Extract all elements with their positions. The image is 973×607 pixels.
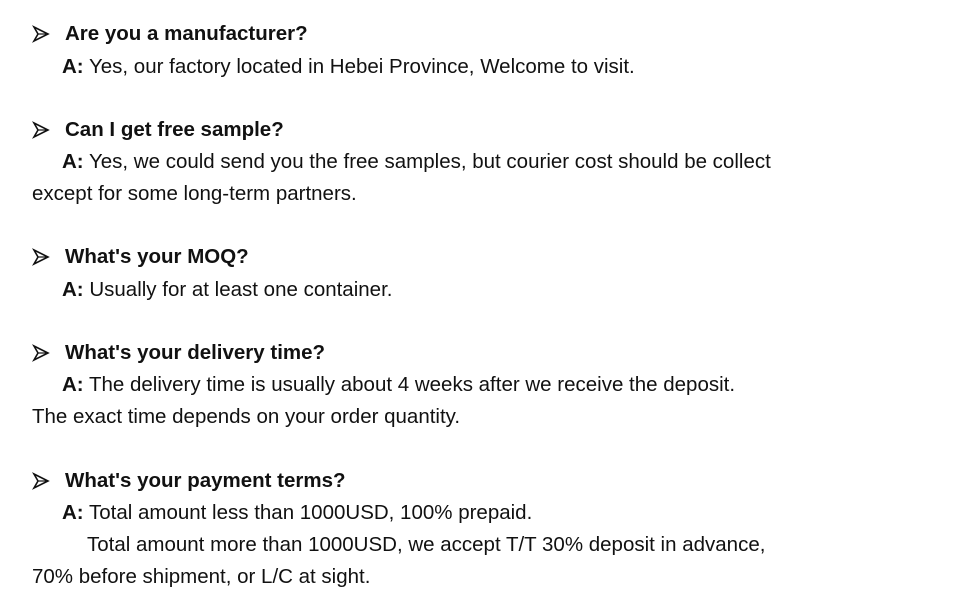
bullet-arrow-icon <box>31 339 51 367</box>
faq-answer-continued: Total amount more than 1000USD, we accept T/T 30% deposit in advance, <box>87 533 766 556</box>
bullet-arrow-icon <box>31 20 51 48</box>
faq-answer: A: Yes, we could send you the free samples, but courier cost should be collect <box>62 150 771 173</box>
faq-question: Can I get free sample? <box>65 118 284 141</box>
faq-question: What's your MOQ? <box>65 245 249 268</box>
faq-question: What's your delivery time? <box>65 341 326 364</box>
faq-question: Are you a manufacturer? <box>65 22 308 45</box>
faq-answer-continued: The exact time depends on your order quantity. <box>32 405 461 428</box>
faq-answer: A: Yes, our factory located in Hebei Province, Welcome to visit. <box>62 55 635 78</box>
faq-answer: A: Usually for at least one container. <box>62 278 393 301</box>
bullet-arrow-icon <box>31 243 51 271</box>
faq-question: What's your payment terms? <box>65 469 346 492</box>
faq-answer-continued: 70% before shipment, or L/C at sight. <box>32 565 371 588</box>
bullet-arrow-icon <box>31 467 51 495</box>
faq-answer-continued: except for some long-term partners. <box>32 182 357 205</box>
faq-answer: A: The delivery time is usually about 4 weeks after we receive the deposit. <box>62 373 736 396</box>
faq-answer: A: Total amount less than 1000USD, 100% prepaid. <box>62 501 533 524</box>
bullet-arrow-icon <box>31 116 51 144</box>
